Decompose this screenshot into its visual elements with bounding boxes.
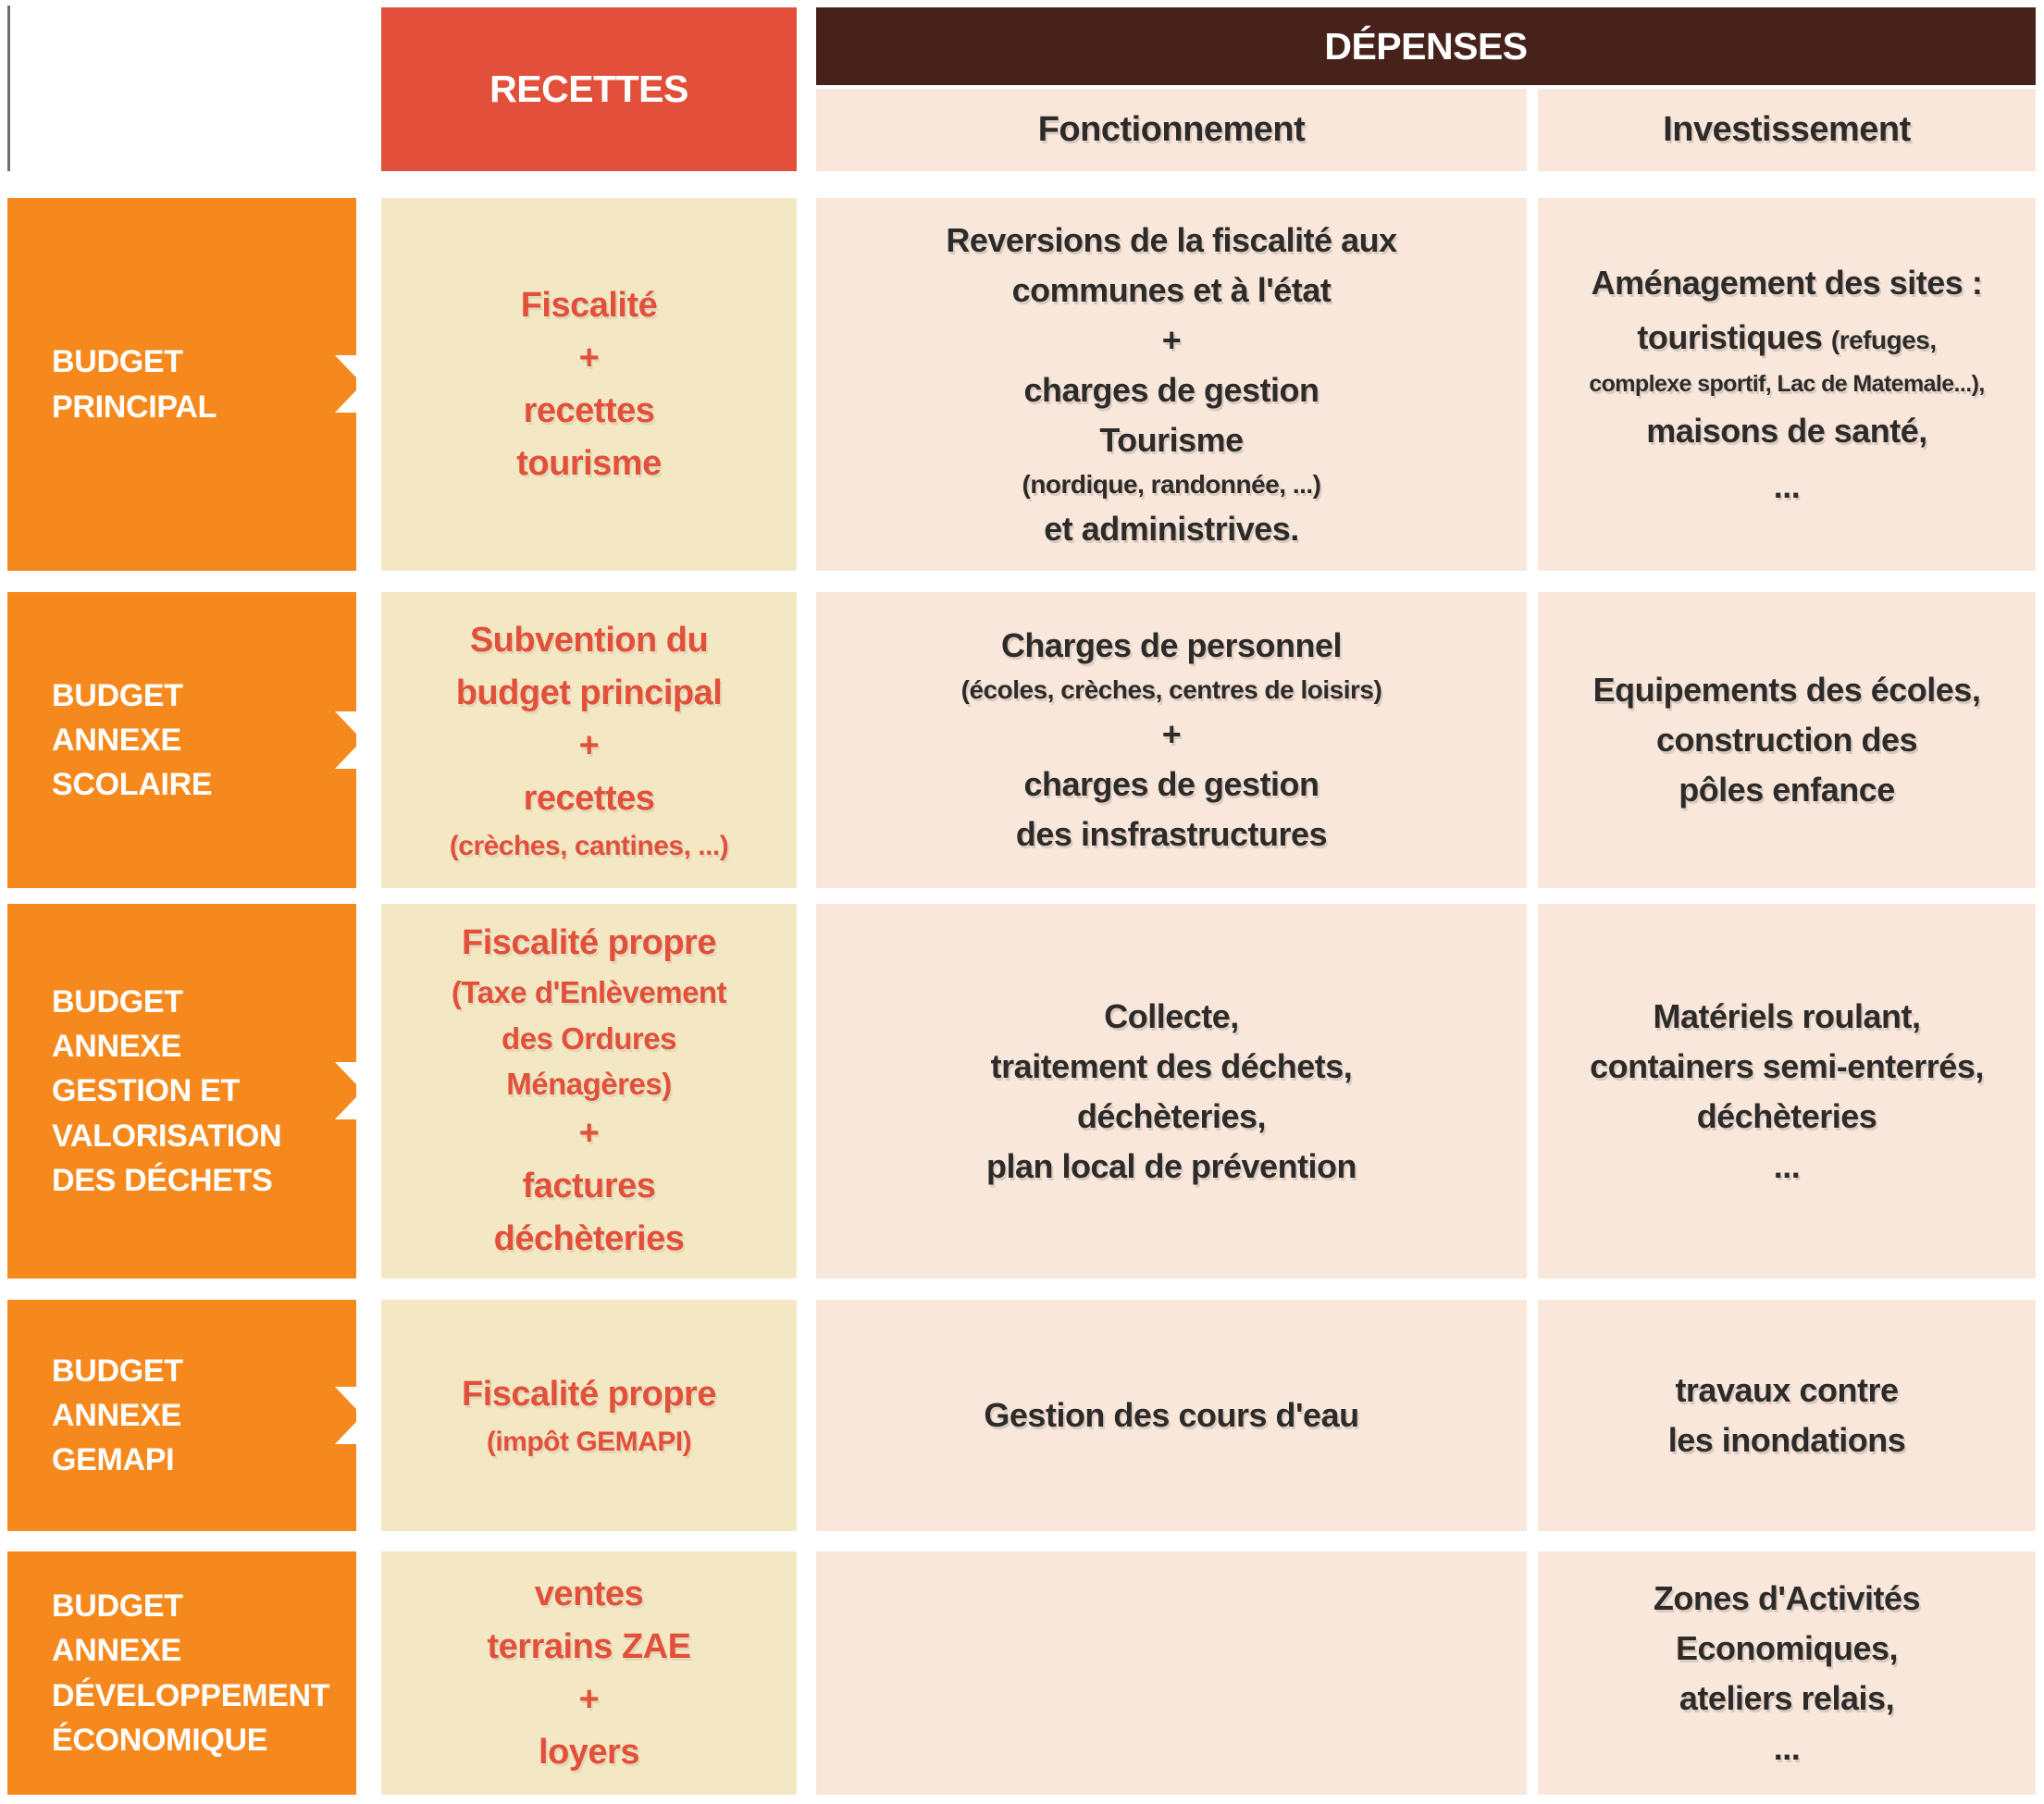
- text-line: des Ordures: [502, 1020, 676, 1056]
- label-line: ANNEXE: [52, 722, 181, 758]
- text-line: charges de gestion: [1023, 765, 1319, 803]
- budget-annexe-dechets-fonctionnement-cell: [816, 904, 1527, 1279]
- text-line: construction des: [1655, 721, 1918, 759]
- label-line: GESTION ET: [52, 1073, 240, 1109]
- text-line: ...: [1773, 1146, 1801, 1185]
- text-line: Collecte,: [1104, 996, 1239, 1035]
- budget-annexe-gemapi-investissement-cell: [1538, 1300, 2036, 1531]
- label-line: PRINCIPAL: [52, 389, 217, 425]
- label-line: ANNEXE: [52, 1633, 181, 1669]
- text-line: (nordique, randonnée, ...): [1022, 469, 1321, 499]
- subheader-investissement-label: Investissement: [1663, 110, 1911, 149]
- budget-annexe-developpement-fonctionnement-cell: [816, 1551, 1527, 1795]
- label-line: ANNEXE: [52, 1029, 181, 1065]
- text-line: terrains ZAE: [487, 1626, 691, 1666]
- text-line: +: [578, 725, 600, 765]
- text-line: Fiscalité: [520, 285, 658, 325]
- text-line: maisons de santé,: [1646, 412, 1927, 451]
- text-line: charges de gestion: [1023, 370, 1319, 409]
- budget-principal-label-cell: [7, 198, 356, 571]
- text-line: ateliers relais,: [1679, 1678, 1895, 1717]
- text-line: Gestion des cours d'eau: [984, 1396, 1359, 1434]
- header-depenses-label: DÉPENSES: [1324, 24, 1528, 68]
- text-line: Economiques,: [1675, 1628, 1899, 1667]
- text-line: déchèteries: [493, 1218, 685, 1258]
- budget-annexe-scolaire-label-cell: [7, 592, 356, 888]
- text-line: +: [578, 1679, 600, 1719]
- text-line: plan local de prévention: [985, 1146, 1357, 1185]
- budget-annexe-gemapi-fonctionnement-cell: [816, 1300, 1527, 1531]
- text-line: et administrives.: [1044, 509, 1299, 548]
- text-line: déchèteries,: [1076, 1096, 1267, 1135]
- label-line: BUDGET: [52, 983, 183, 1019]
- label-line: GEMAPI: [52, 1442, 175, 1478]
- text-line: Zones d'Activités: [1653, 1578, 1921, 1617]
- text-line: Reversions de la fiscalité aux: [946, 220, 1397, 259]
- text-line: (Taxe d'Enlèvement: [451, 975, 727, 1010]
- label-line: DÉVELOPPEMENT: [52, 1677, 330, 1713]
- text-line: (écoles, crèches, centres de loisirs): [960, 675, 1382, 704]
- text-line: complexe sportif, Lac de Matemale...),: [1589, 370, 1985, 397]
- text-line: ventes: [534, 1574, 644, 1613]
- budget-annexe-gemapi-label-cell: [7, 1300, 356, 1531]
- text-line: +: [1161, 320, 1182, 359]
- text-line: Matériels roulant,: [1653, 996, 1921, 1035]
- budget-annexe-scolaire-investissement-cell: [1538, 592, 2036, 888]
- subheader-fonctionnement-label: Fonctionnement: [1037, 110, 1306, 149]
- budget-annexe-dechets-investissement-cell: [1538, 904, 2036, 1279]
- text-line: (crèches, cantines, ...): [449, 830, 729, 861]
- text-line: Aménagement des sites :: [1591, 264, 1983, 303]
- text-line: déchèteries: [1696, 1096, 1877, 1135]
- label-line: BUDGET: [52, 344, 183, 380]
- label-line: ÉCONOMIQUE: [52, 1722, 268, 1758]
- text-line: des insfrastructures: [1015, 815, 1328, 853]
- text-line: tourisme: [516, 443, 662, 483]
- budget-principal-recettes-cell: [381, 198, 797, 571]
- text-line: pôles enfance: [1679, 771, 1895, 809]
- header-depenses: [816, 7, 2036, 85]
- text-line: Fiscalité propre: [462, 1375, 716, 1414]
- text-line: communes et à l'état: [1011, 270, 1332, 309]
- text-line: Subvention du: [469, 620, 709, 660]
- text-line: traitement des déchets,: [990, 1046, 1353, 1085]
- label-line: VALORISATION: [52, 1118, 282, 1154]
- label-line: BUDGET: [52, 1353, 183, 1389]
- label-line: SCOLAIRE: [52, 767, 213, 803]
- text-line: ...: [1773, 466, 1801, 505]
- label-line: ANNEXE: [52, 1397, 181, 1433]
- text-line: les inondations: [1667, 1421, 1906, 1459]
- header-recettes-label: RECETTES: [489, 68, 688, 110]
- text-line: Tourisme: [1099, 420, 1244, 459]
- budget-annexe-scolaire-fonctionnement-cell: [816, 592, 1527, 888]
- label-line: BUDGET: [52, 677, 183, 713]
- text-line: +: [578, 1113, 600, 1153]
- text-line: Ménagères): [506, 1067, 672, 1102]
- budget-annexe-dechets-label-cell: [7, 904, 356, 1279]
- text-line: travaux contre: [1675, 1371, 1899, 1409]
- text-line: Equipements des écoles,: [1592, 671, 1981, 709]
- text-line: +: [578, 338, 600, 377]
- text-line: ...: [1773, 1728, 1801, 1767]
- text-line: recettes: [523, 778, 655, 818]
- text-line: budget principal: [455, 673, 723, 712]
- budget-annexe-dechets-recettes-cell: [381, 904, 797, 1279]
- budget-annexe-gemapi-recettes-cell: [381, 1300, 797, 1531]
- text-line: touristiques (refuges,: [1637, 318, 1937, 357]
- text-line: loyers: [539, 1732, 639, 1772]
- budget-principal-fonctionnement-cell: [816, 198, 1527, 571]
- budget-annexe-developpement-label-cell: [7, 1551, 356, 1795]
- text-line: Charges de personnel: [1000, 626, 1343, 664]
- subheader-investissement: [1538, 89, 2036, 171]
- text-line: recettes: [523, 390, 655, 430]
- subheader-fonctionnement: [816, 89, 1527, 171]
- budget-annexe-developpement-recettes-cell: [381, 1551, 797, 1795]
- text-line: (impôt GEMAPI): [486, 1427, 692, 1457]
- text-line: +: [1161, 715, 1182, 753]
- text-line: containers semi-enterrés,: [1590, 1046, 1984, 1085]
- text-line: Fiscalité propre: [462, 923, 716, 963]
- label-line: DES DÉCHETS: [52, 1162, 273, 1198]
- budget-principal-investissement-cell: [1538, 198, 2036, 571]
- budget-annexe-scolaire-recettes-cell: [381, 592, 797, 888]
- header-recettes: [381, 7, 797, 171]
- text-line: factures: [522, 1166, 656, 1205]
- label-line: BUDGET: [52, 1588, 183, 1624]
- budget-annexe-developpement-investissement-cell: [1538, 1551, 2036, 1795]
- corner-border-line: [7, 6, 10, 171]
